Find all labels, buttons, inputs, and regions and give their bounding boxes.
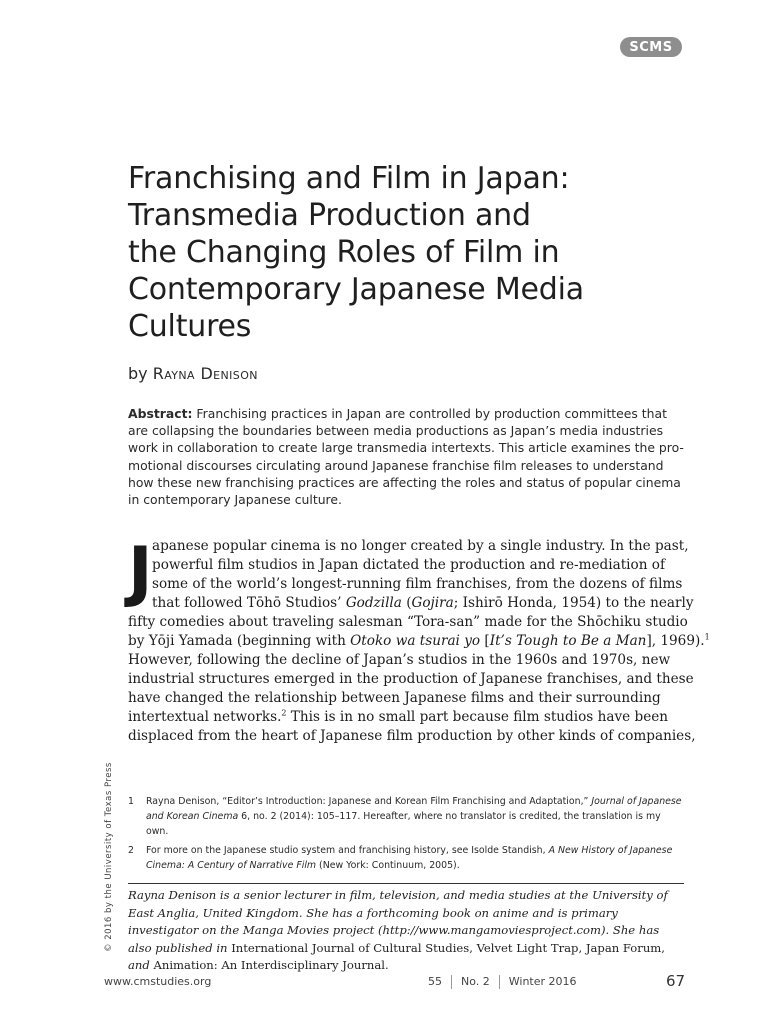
article-title xyxy=(128,160,648,345)
abstract-text: Franchising practices in Japan are controlled by production committees that are collapsing the boundaries between media productions as Japan’s media industries work in collaboration to create large transmedia intertexts. This article examines the pro-motional discourses circulating around Japanese franchise film releases to understand how these new franchising practices are affecting the roles and status of popular cinema in contemporary Japanese culture. xyxy=(128,406,684,508)
drop-cap: J xyxy=(128,533,153,610)
footnote xyxy=(128,794,684,839)
footnote-number: 2 xyxy=(128,845,134,856)
footnote-text: For more on the Japanese studio system and franchising history, see Isolde Standish, A New History of Japanese Cinema: A Century of Narrative Film (New York: Continuum, 2005). xyxy=(146,845,673,871)
author-name: Rayna Denison xyxy=(152,364,258,383)
issue-number: No. 2 xyxy=(461,975,490,988)
journal-url[interactable]: www.cmstudies.org xyxy=(104,975,212,988)
title-line: Cultures xyxy=(128,309,252,344)
film-title: Godzilla xyxy=(345,595,402,611)
title-line: Contemporary Japanese Media xyxy=(128,272,584,307)
body-line: intertextual networks.$^2$ This is in no small part because film studios have been xyxy=(128,708,669,725)
film-title: It’s Tough to Be a Man xyxy=(489,633,647,649)
volume-number: 55 xyxy=(428,975,442,988)
body-line: have changed the relationship between Japanese films and their surrounding xyxy=(128,690,661,706)
body-line: powerful film studios in Japan dictated the production and re-mediation of xyxy=(152,557,665,573)
title-line: Transmedia Production and xyxy=(128,198,531,233)
footnote-ref: 1 xyxy=(704,632,710,642)
title-line: Franchising and Film in Japan: xyxy=(128,161,570,196)
byline-prefix: by xyxy=(128,364,148,383)
footnote-ref: 2 xyxy=(281,708,287,718)
body-text xyxy=(128,533,710,746)
title-line: the Changing Roles of Film in xyxy=(128,235,560,270)
divider xyxy=(451,975,452,989)
body-line: industrial structures emerged in the production of Japanese franchises, and these xyxy=(128,671,694,687)
author-bio: Rayna Denison is a senior lecturer in film, television, and media studies at the University of East Anglia, United Kingdom. She has a forthcoming book on anime and is primary investigator on the Manga Movies project (http://www.mangamoviesproject.com). She has also published in International Journal of Cultural Studies, Velvet Light Trap, Japan Forum, and Animation: An Interdisciplinary Journal. xyxy=(128,888,668,972)
byline xyxy=(128,364,258,383)
copyright-notice: © 2016 by the University of Texas Press xyxy=(104,762,114,952)
footnote xyxy=(128,843,684,873)
body-line: displaced from the heart of Japanese film production by other kinds of companies, xyxy=(128,728,696,744)
issue-season: Winter 2016 xyxy=(508,975,577,988)
issue-info xyxy=(428,975,577,989)
body-line: However, following the decline of Japan’s studios in the 1960s and 1970s, new xyxy=(128,652,671,668)
abstract xyxy=(128,405,684,508)
footnote-text: Rayna Denison, “Editor’s Introduction: Japanese and Korean Film Franchising and Adaptation,” Journal of Japanese and Korean Cinema 6, no. 2 (2014): 105–117. Hereafter, where no translator is credited, the translation is my own. xyxy=(146,796,682,837)
scms-logo: SCMS xyxy=(620,37,682,57)
page-number: 67 xyxy=(666,972,686,990)
abstract-label: Abstract: xyxy=(128,406,193,421)
film-title: Otoko wa tsurai yo xyxy=(350,633,481,649)
body-line: by Yōji Yamada (beginning with Otoko wa tsurai yo [It’s Tough to Be a Man], 1969).$^1$ xyxy=(128,632,710,649)
divider xyxy=(499,975,500,989)
body-line: apanese popular cinema is no longer created by a single industry. In the past, xyxy=(152,538,689,554)
footnote-number: 1 xyxy=(128,796,134,807)
bio-divider xyxy=(128,883,684,884)
film-title: Gojira xyxy=(411,595,454,611)
body-line: fifty comedies about traveling salesman “Tora-san” made for the Shōchiku studio xyxy=(128,614,688,630)
body-line: some of the world’s longest-running film franchises, from the dozens of films xyxy=(152,576,683,592)
body-line: that followed Tōhō Studios’ Godzilla (Gojira; Ishirō Honda, 1954) to the nearly xyxy=(152,595,694,611)
